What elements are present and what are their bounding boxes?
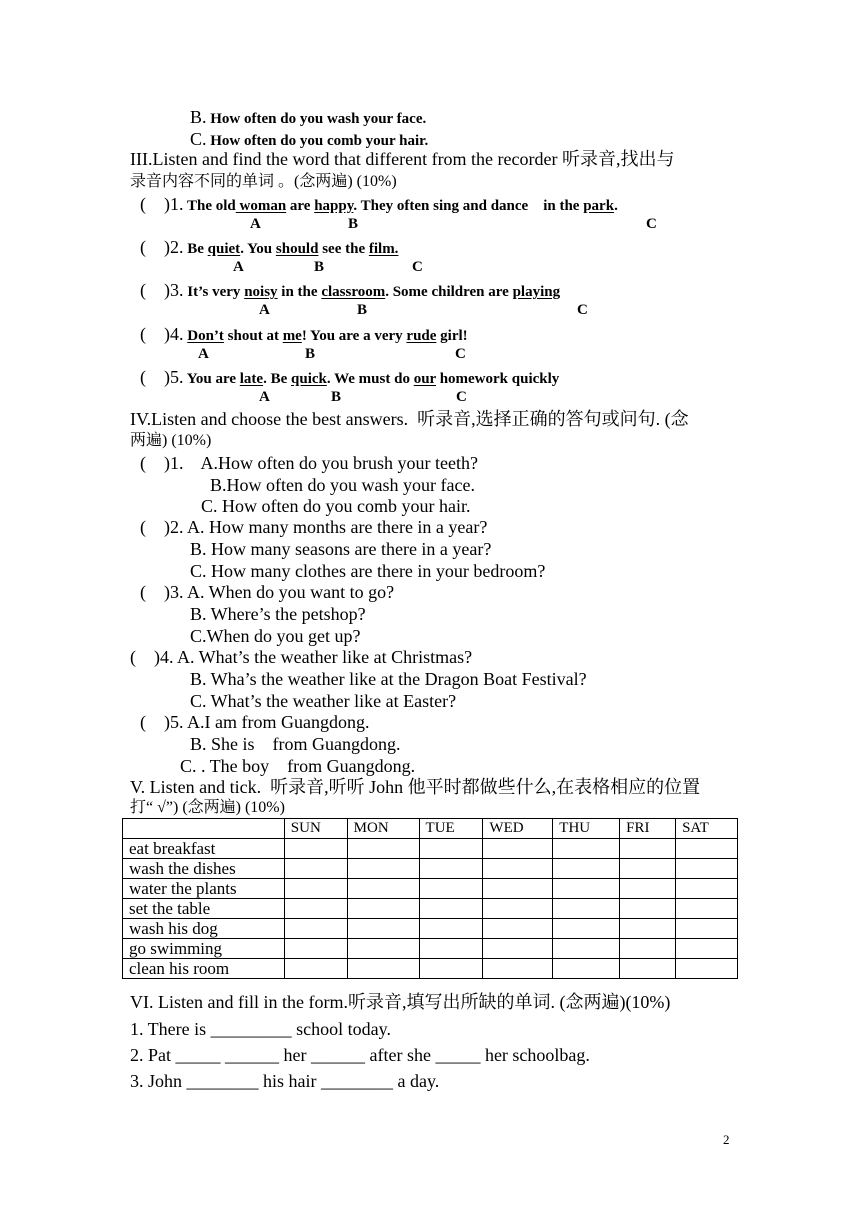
label-a: A	[250, 216, 261, 232]
q2-a: ( )2. A. How many months are there in a year?	[140, 517, 488, 537]
tick-cell[interactable]	[553, 879, 620, 899]
tick-cell[interactable]	[620, 939, 676, 959]
page-number: 2	[723, 1132, 730, 1147]
label-a: A	[233, 259, 244, 275]
label-c: C	[412, 259, 423, 275]
tick-cell[interactable]	[483, 859, 553, 879]
label-b: B	[348, 216, 359, 232]
section4-title-line2: 两遍) (10%)	[130, 432, 212, 449]
q1-c: C. How often do you comb your hair.	[201, 496, 471, 516]
fill-line-2: 2. Pat _____ ______ her ______ after she _____ her schoolbag.	[130, 1045, 590, 1065]
tick-cell[interactable]	[553, 899, 620, 919]
day-header: SAT	[676, 819, 738, 839]
section3-item-1: ( )1. The old woman are happy. They often sing and dance in the park.	[140, 194, 618, 214]
tick-cell[interactable]	[347, 959, 419, 979]
activity-cell: water the plants	[123, 879, 285, 899]
tick-cell[interactable]	[553, 919, 620, 939]
section5-title-line2: 打“ √”) (念两遍) (10%)	[130, 799, 285, 816]
table-row	[123, 939, 738, 959]
section6-title: VI. Listen and fill in the form.听录音,填写出所缺的单词. (念两遍)(10%)	[130, 992, 671, 1012]
activity-cell: go swimming	[123, 939, 285, 959]
activity-cell: wash his dog	[123, 919, 285, 939]
tick-cell[interactable]	[483, 959, 553, 979]
table-row	[123, 959, 738, 979]
table-row	[123, 899, 738, 919]
table-row	[123, 859, 738, 879]
tick-table	[122, 818, 738, 979]
table-corner-cell	[123, 819, 285, 839]
label-b: B	[314, 259, 325, 275]
tick-cell[interactable]	[676, 919, 738, 939]
tick-cell[interactable]	[419, 859, 483, 879]
tick-cell[interactable]	[284, 839, 347, 859]
tick-cell[interactable]	[483, 879, 553, 899]
day-header: TUE	[419, 819, 483, 839]
tick-cell[interactable]	[347, 859, 419, 879]
tick-cell[interactable]	[676, 939, 738, 959]
activity-cell: clean his room	[123, 959, 285, 979]
day-header: WED	[483, 819, 553, 839]
q4-c: C. What’s the weather like at Easter?	[190, 691, 457, 711]
fill-line-3: 3. John ________ his hair ________ a day.	[130, 1071, 440, 1091]
tick-cell[interactable]	[483, 899, 553, 919]
section3-title-line2: 录音内容不同的单词 。(念两遍) (10%)	[130, 173, 397, 190]
tick-cell[interactable]	[483, 919, 553, 939]
q2-c: C. How many clothes are there in your bedroom?	[190, 561, 546, 581]
q1-a: ( )1. A.How often do you brush your teeth?	[140, 453, 478, 473]
tick-cell[interactable]	[676, 899, 738, 919]
label-c: C	[646, 216, 657, 232]
tick-cell[interactable]	[419, 899, 483, 919]
label-b: B	[357, 302, 368, 318]
section5-title-line1: V. Listen and tick. 听录音,听听 John 他平时都做些什么,在表格相应的位置	[130, 777, 701, 797]
q4-b: B. Wha’s the weather like at the Dragon Boat Festival?	[190, 669, 587, 689]
day-header: FRI	[620, 819, 676, 839]
q5-c: C. . The boy from Guangdong.	[180, 756, 416, 776]
table-row	[123, 919, 738, 939]
section3-item-3: ( )3. It’s very noisy in the classroom. Some children are playing	[140, 280, 561, 300]
tick-cell[interactable]	[620, 879, 676, 899]
label-b: B	[305, 346, 316, 362]
tick-cell[interactable]	[483, 939, 553, 959]
table-header-row	[123, 819, 738, 839]
q5-a: ( )5. A.I am from Guangdong.	[140, 712, 370, 732]
q5-b: B. She is from Guangdong.	[190, 734, 401, 754]
option-b-line: B. How often do you wash your face.	[190, 107, 427, 127]
tick-cell[interactable]	[284, 959, 347, 979]
q1-b: B.How often do you wash your face.	[210, 475, 475, 495]
label-a: A	[198, 346, 209, 362]
tick-cell[interactable]	[347, 899, 419, 919]
tick-cell[interactable]	[347, 939, 419, 959]
section3-item-5: ( )5. You are late. Be quick. We must do our homework quickly	[140, 367, 560, 387]
section3-title-line1: III.Listen and find the word that different from the recorder 听录音,找出与	[130, 149, 675, 169]
fill-line-1: 1. There is _________ school today.	[130, 1019, 391, 1039]
activity-cell: eat breakfast	[123, 839, 285, 859]
tick-cell[interactable]	[284, 919, 347, 939]
tick-cell[interactable]	[284, 939, 347, 959]
q3-a: ( )3. A. When do you want to go?	[140, 582, 395, 602]
tick-cell[interactable]	[676, 879, 738, 899]
tick-cell[interactable]	[553, 959, 620, 979]
tick-cell[interactable]	[620, 839, 676, 859]
q3-c: C.When do you get up?	[190, 626, 361, 646]
option-c-line: C. How often do you comb your hair.	[190, 129, 429, 149]
tick-cell[interactable]	[284, 859, 347, 879]
tick-cell[interactable]	[620, 899, 676, 919]
tick-cell[interactable]	[620, 919, 676, 939]
table-row	[123, 839, 738, 859]
tick-cell[interactable]	[284, 899, 347, 919]
q2-b: B. How many seasons are there in a year?	[190, 539, 492, 559]
tick-cell[interactable]	[620, 859, 676, 879]
activity-cell: wash the dishes	[123, 859, 285, 879]
section3-item-2: ( )2. Be quiet. You should see the film.	[140, 237, 399, 257]
label-c: C	[456, 389, 467, 405]
day-header: THU	[553, 819, 620, 839]
tick-cell[interactable]	[419, 919, 483, 939]
tick-cell[interactable]	[553, 839, 620, 859]
activity-cell: set the table	[123, 899, 285, 919]
section4-title-line1: IV.Listen and choose the best answers. 听录音,选择正确的答句或问句. (念	[130, 409, 689, 429]
label-c: C	[577, 302, 588, 318]
tick-cell[interactable]	[347, 839, 419, 859]
tick-cell[interactable]	[419, 879, 483, 899]
label-a: A	[259, 302, 270, 318]
day-header: SUN	[284, 819, 347, 839]
day-header: MON	[347, 819, 419, 839]
section3-item-4: ( )4. Don’t shout at me! You are a very rude girl!	[140, 324, 468, 344]
tick-cell[interactable]	[676, 839, 738, 859]
tick-cell[interactable]	[620, 959, 676, 979]
tick-cell[interactable]	[419, 839, 483, 859]
tick-cell[interactable]	[676, 859, 738, 879]
label-a: A	[259, 389, 270, 405]
label-b: B	[331, 389, 342, 405]
tick-cell[interactable]	[553, 939, 620, 959]
tick-cell[interactable]	[284, 879, 347, 899]
tick-cell[interactable]	[419, 939, 483, 959]
label-c: C	[455, 346, 466, 362]
tick-cell[interactable]	[483, 839, 553, 859]
q3-b: B. Where’s the petshop?	[190, 604, 366, 624]
tick-cell[interactable]	[553, 859, 620, 879]
tick-cell[interactable]	[347, 879, 419, 899]
tick-cell[interactable]	[676, 959, 738, 979]
tick-cell[interactable]	[347, 919, 419, 939]
q4-a: ( )4. A. What’s the weather like at Christmas?	[130, 647, 473, 667]
table-row	[123, 879, 738, 899]
tick-cell[interactable]	[419, 959, 483, 979]
